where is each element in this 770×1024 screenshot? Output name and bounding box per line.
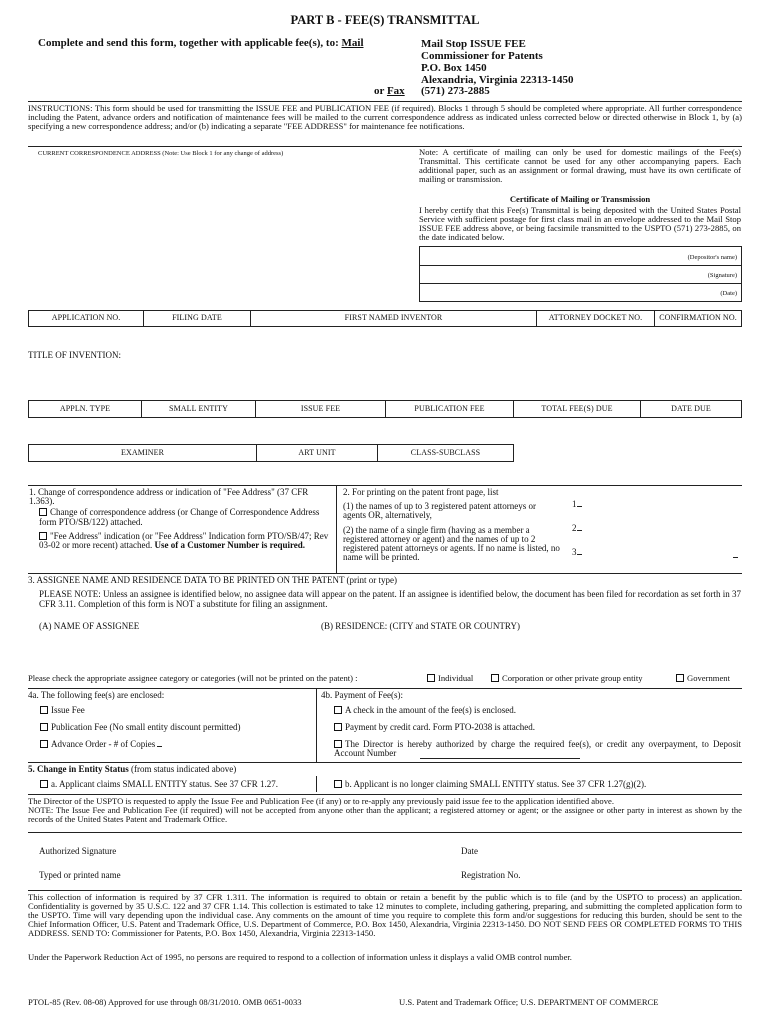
fax-line (374, 86, 405, 98)
entity-unclaim-option[interactable]: b. Applicant is no longer claiming SMALL ENTITY status. See 37 CFR 1.27(g)(2). (334, 780, 646, 790)
depositor-signature-field[interactable]: (Signature) (707, 272, 737, 279)
certificate-fields (419, 246, 742, 302)
customer-number-required: Use of a Customer Number is required. (154, 540, 306, 551)
typed-name[interactable]: Typed or printed name (39, 870, 121, 880)
government-checkbox[interactable] (676, 674, 684, 682)
corporation-checkbox[interactable] (491, 674, 499, 682)
deposit-account-option[interactable]: The Director is hereby authorized by charge the required fee(s), or credit any overpayment, to Deposit Account Number (334, 739, 741, 759)
instructions-text: INSTRUCTIONS: This form should be used for transmitting the ISSUE FEE and PUBLICATION FEE (if required). Blocks 1 through 5 should be completed where appropriate. All further correspondence including the Patent, advance orders and notification of maintenance fees will be mailed to the current correspondence address as indicated unless corrected below or directed otherwise in Block 1, by (a) specifying a new correspondence address; and/or (b) indicating a separate "FEE ADDRESS" for maintenance fee notifications. (28, 103, 742, 132)
block1-title: 1. Change of correspondence address or indication of "Fee Address" (37 CFR 1.363). (29, 487, 309, 507)
registration-no[interactable]: Registration No. (461, 870, 521, 880)
attorney-line-end (733, 557, 738, 558)
block1 (29, 488, 331, 550)
small-entity-unclaim-checkbox[interactable] (334, 780, 342, 788)
assignee-category-text: Please check the appropriate assignee category or categories (will not be printed on the patent) : (28, 673, 358, 683)
first-named-inventor-cell: FIRST NAMED INVENTOR (250, 311, 536, 326)
fax-number: (571) 273-2885 (421, 85, 490, 97)
instructions-top-rule (28, 101, 742, 102)
certificate-note: Note: A certificate of mailing can only be used for domestic mailings of the Fee(s) Transmittal. This certificate cannot be used for any other accompanying papers. Each additional paper, such as an assignment or formal drawing, must have its own certificate of mailing or transmission. (419, 147, 741, 185)
fee-address-checkbox[interactable] (39, 532, 47, 540)
check-payment-checkbox[interactable] (334, 706, 342, 714)
assignee-residence-label[interactable]: (B) RESIDENCE: (CITY and STATE OR COUNTRY) (321, 621, 520, 631)
depositor-name-field[interactable]: (Depositor's name) (687, 254, 737, 261)
attorney-line-1[interactable]: 1 (572, 500, 582, 510)
certificate-title: Certificate of Mailing or Transmission (509, 194, 651, 204)
send-text: Complete and send this form, together with applicable fee(s), to: (38, 37, 339, 49)
block1-2-divider (336, 485, 337, 573)
issue-fee-cell: ISSUE FEE (255, 401, 385, 417)
block4b-title: 4b. Payment of Fee(s): (321, 690, 403, 700)
block5-divider (316, 776, 317, 792)
block3-title: 3. ASSIGNEE NAME AND RESIDENCE DATA TO BE PRINTED ON THE PATENT (print or type) (28, 575, 398, 585)
deposit-account-checkbox[interactable] (334, 740, 342, 748)
field-divider (420, 283, 741, 284)
or-label: or (374, 85, 385, 97)
mail-line: P.O. Box 1450 (421, 62, 487, 74)
assignee-name-label[interactable]: (A) NAME OF ASSIGNEE (39, 621, 140, 631)
block4a-title: 4a. The following fee(s) are enclosed: (28, 690, 165, 700)
attorney-line-3[interactable]: 3 (572, 548, 582, 558)
block2-title: 2. For printing on the patent front page, list (343, 487, 499, 497)
application-no-cell: APPLICATION NO. (51, 313, 121, 323)
correspondence-label: CURRENT CORRESPONDENCE ADDRESS (Note: Use Block 1 for any change of address) (38, 150, 284, 157)
send-instructions (38, 38, 364, 50)
block4-top-rule (28, 688, 742, 689)
block4a (28, 691, 164, 701)
issue-fee-option[interactable]: Issue Fee (40, 706, 85, 716)
footer-agency: U.S. Patent and Trademark Office; U.S. DEPARTMENT OF COMMERCE (399, 997, 659, 1007)
class-subclass-cell: CLASS-SUBCLASS (377, 445, 513, 461)
application-info-row (28, 310, 742, 327)
credit-card-option[interactable]: Payment by credit card. Form PTO-2038 is attached. (334, 723, 535, 733)
block1-top-rule (28, 485, 742, 486)
examiner-cell: EXAMINER (120, 447, 165, 457)
publication-fee-option[interactable]: Publication Fee (No small entity discount permitted) (40, 723, 240, 733)
mail-line: Commissioner for Patents (421, 50, 543, 62)
issue-fee-checkbox[interactable] (40, 706, 48, 714)
block5-title: 5. Change in Entity Status (from status indicated above) (28, 764, 237, 774)
block3-top-rule (28, 573, 742, 574)
total-fees-due-cell: TOTAL FEE(S) DUE (513, 401, 640, 417)
mail-line: Mail Stop ISSUE FEE (421, 38, 526, 50)
category-government[interactable]: Government (676, 674, 730, 683)
date-due-cell: DATE DUE (640, 401, 741, 417)
block5-top-rule (28, 762, 742, 763)
burden-top-rule (28, 890, 742, 891)
mail-address (421, 38, 573, 86)
art-unit-cell: ART UNIT (256, 445, 377, 461)
title-of-invention: TITLE OF INVENTION: (28, 350, 121, 360)
advance-order-checkbox[interactable] (40, 740, 48, 748)
confirmation-no-cell: CONFIRMATION NO. (654, 311, 741, 326)
paperwork-statement: Under the Paperwork Reduction Act of 1995, no persons are required to respond to a collection of information unless it displays a valid OMB control number. (28, 952, 572, 962)
burden-statement: This collection of information is required by 37 CFR 1.311. The information is required to obtain or retain a benefit by the public which is to file (and by the USPTO to process) an application. Confidentiality is governed by 35 U.S.C. 122 and 37 CFR 1.14. This collection is estimated to take 12 minutes to complete, including gathering, preparing, and submitting the completed application form to the USPTO. Time will vary depending upon the individual case. Any comments on the amount of time you require to complete this form and/or suggestions for reducing this burden, should be sent to the Chief Information Officer, U.S. Patent and Trademark Office, U.S. Department of Commerce, P.O. Box 1450, Alexandria, Virginia 22313-1450. DO NOT SEND FEES OR COMPLETED FORMS TO THIS ADDRESS. SEND TO: Commissioner for Patents, P.O. Box 1450, Alexandria, Virginia 22313-1450. (28, 892, 742, 939)
entity-claim-option[interactable]: a. Applicant claims SMALL ENTITY status. See 37 CFR 1.27. (40, 780, 278, 790)
signature-top-rule (28, 832, 742, 833)
attorney-line-2[interactable]: 2 (572, 524, 582, 534)
footer-form-number: PTOL-85 (Rev. 08-08) Approved for use through 08/31/2010. OMB 0651-0033 (28, 997, 302, 1007)
change-address-label: Change of correspondence address (or Change of Correspondence Address form PTO/SB/122) attached. (39, 507, 320, 527)
assignee-category-row (28, 674, 358, 683)
depositor-date-field[interactable]: (Date) (720, 290, 737, 297)
field-divider (420, 265, 741, 266)
director-text: The Director of the USPTO is requested to apply the Issue Fee and Publication Fee (if any) or to re-apply any previously paid issue fee to the application identified above. NOTE: The Issue Fee and Publication Fee (if required) will not be accepted from anyone other than the applicant; a registered attorney or agent; or the assignee or other party in interest as shown by the records of the United States Patent and Trademark Office. (28, 796, 742, 825)
small-entity-cell: SMALL ENTITY (141, 401, 255, 417)
block3-note: PLEASE NOTE: Unless an assignee is identified below, no assignee data will appear on the patent. If an assignee is identified below, the document has been filed for recordation as set forth in 37 CFR 3.11. Completion of this form is NOT a substitute for filing an assignment. (39, 589, 741, 609)
fee-info-row (28, 400, 742, 418)
signature-date[interactable]: Date (461, 846, 478, 856)
block4-divider (316, 688, 317, 762)
mail-line: Alexandria, Virginia 22313-1450 (421, 74, 574, 86)
change-address-checkbox[interactable] (39, 508, 47, 516)
authorized-signature[interactable]: Authorized Signature (39, 846, 117, 856)
certificate-text: I hereby certify that this Fee(s) Transmittal is being deposited with the United States Postal Service with sufficient postage for first class mail in an envelope addressed to the Mail Stop ISSUE FEE address above, or being facsimile transmitted to the USPTO (571) 273-2885, on the date indicated below. (419, 205, 741, 243)
deposit-account-line (420, 758, 580, 759)
form-title: PART B - FEE(S) TRANSMITTAL (290, 13, 480, 27)
category-corporation[interactable]: Corporation or other private group entity (491, 674, 643, 683)
small-entity-claim-checkbox[interactable] (40, 780, 48, 788)
filing-date-cell: FILING DATE (143, 311, 250, 326)
publication-fee-cell: PUBLICATION FEE (385, 401, 513, 417)
director-top-rule (28, 794, 742, 795)
credit-card-checkbox[interactable] (334, 723, 342, 731)
block2-option2: (2) the name of a single firm (having as a member a registered attorney or agent) and the names of up to 2 registered patent attorneys or agents. If no name is listed, no name will be printed. (343, 524, 560, 563)
fax-label: Fax (386, 85, 405, 97)
fee-address-label: "Fee Address" indication (or "Fee Address" Indication form PTO/SB/47; Rev 03-02 or more recent) attached. (39, 530, 329, 551)
category-individual[interactable]: Individual (427, 674, 473, 683)
individual-checkbox[interactable] (427, 674, 435, 682)
block2 (343, 488, 561, 562)
advance-order-option[interactable]: Advance Order - # of Copies (40, 740, 162, 750)
mail-label: Mail (341, 37, 364, 49)
appln-type-cell: APPLN. TYPE (59, 403, 111, 413)
check-payment-option[interactable]: A check in the amount of the fee(s) is enclosed. (334, 706, 516, 716)
publication-fee-checkbox[interactable] (40, 723, 48, 731)
examiner-row (28, 444, 514, 462)
block2-option1: (1) the names of up to 3 registered patent attorneys or agents OR, alternatively, (343, 501, 536, 521)
attorney-docket-no-cell: ATTORNEY DOCKET NO. (536, 311, 654, 326)
